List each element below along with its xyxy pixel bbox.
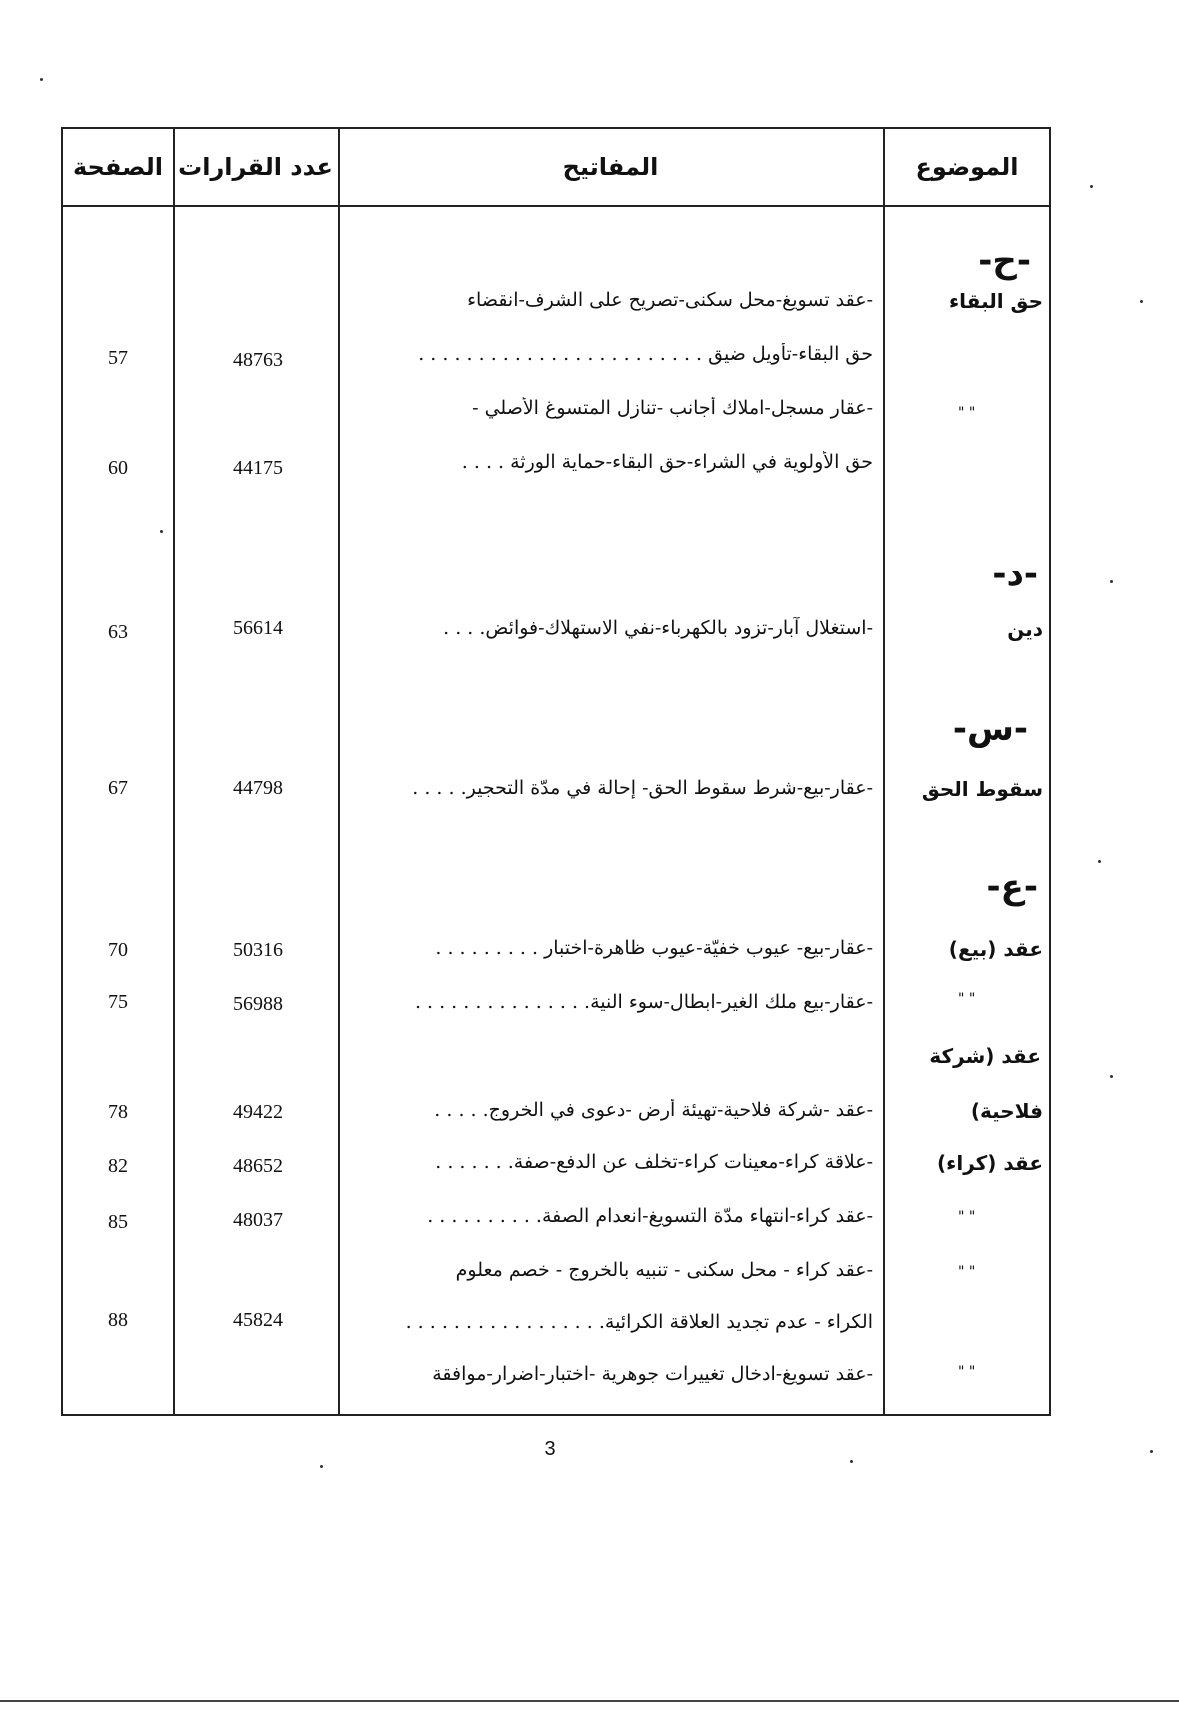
decision-number: 48037 bbox=[233, 1209, 283, 1231]
page-ref: 78 bbox=[108, 1101, 128, 1123]
keywords-line: -عقار-بيع- عيوب خفيّة-عيوب ظاهرة-اختبار . . . . . . . . . bbox=[435, 937, 873, 959]
keywords-line: الكراء - عدم تجديد العلاقة الكرائية. . . . . . . . . . . . . . . . . bbox=[405, 1311, 873, 1333]
subject-dayn: دين bbox=[1007, 617, 1043, 641]
decision-number: 56988 bbox=[233, 993, 283, 1015]
scan-speck bbox=[1090, 185, 1093, 188]
header-subject: الموضوع bbox=[915, 153, 1019, 181]
decision-number: 50316 bbox=[233, 939, 283, 961]
keywords-line: -عقار-بيع-شرط سقوط الحق- إحالة في مدّة التحجير. . . . . bbox=[412, 777, 873, 799]
index-table bbox=[61, 127, 1051, 1416]
subject-aqd-sharika-2: فلاحية) bbox=[970, 1099, 1043, 1123]
page-ref: 63 bbox=[108, 621, 128, 643]
decision-number: 48763 bbox=[233, 349, 283, 371]
subject-aqd-bay: عقد (بيع) bbox=[948, 937, 1043, 961]
section-letter-ha: -ح- bbox=[978, 241, 1031, 281]
header-keywords: المفاتيح bbox=[562, 153, 659, 181]
page-ref: 85 bbox=[108, 1211, 128, 1233]
header-divider bbox=[63, 205, 1049, 207]
scan-speck bbox=[850, 1460, 853, 1463]
scan-speck bbox=[1140, 300, 1143, 303]
keywords-line: -عقد كراء-انتهاء مدّة التسويغ-انعدام الصفة. . . . . . . . . . bbox=[427, 1205, 873, 1227]
scan-speck bbox=[320, 1465, 323, 1468]
keywords-line: -عقد كراء - محل سكنى - تنبيه بالخروج - خصم معلوم bbox=[455, 1259, 873, 1281]
scan-speck bbox=[1150, 1450, 1153, 1453]
decision-number: 48652 bbox=[233, 1155, 283, 1177]
subject-haq-albaqa: حق البقاء bbox=[948, 289, 1043, 313]
section-letter-dal: -د- bbox=[992, 554, 1038, 594]
keywords-line: -عقار-بيع ملك الغير-ابطال-سوء النية. . . . . . . . . . . . . . . bbox=[414, 991, 873, 1013]
scan-edge-line bbox=[0, 1700, 1179, 1702]
decision-number: 44175 bbox=[233, 457, 283, 479]
header-decisions: عدد القرارات bbox=[178, 153, 333, 181]
scan-speck bbox=[1098, 860, 1101, 863]
ditto-mark: " " bbox=[958, 405, 976, 421]
subject-aqd-kira: عقد (كراء) bbox=[936, 1151, 1043, 1175]
column-divider bbox=[883, 129, 885, 1414]
scan-speck bbox=[160, 530, 163, 533]
subject-aqd-sharika-1: عقد (شركة bbox=[929, 1044, 1041, 1068]
ditto-mark: " " bbox=[958, 1264, 976, 1280]
decision-number: 45824 bbox=[233, 1309, 283, 1331]
keywords-line: -علاقة كراء-معينات كراء-تخلف عن الدفع-صفة. . . . . . . bbox=[435, 1151, 873, 1173]
page-ref: 67 bbox=[108, 777, 128, 799]
keywords-line: -عقار مسجل-املاك أجانب -تنازل المتسوغ الأصلي - bbox=[472, 397, 873, 419]
ditto-mark: " " bbox=[958, 991, 976, 1007]
keywords-line: -عقد تسويغ-محل سكنى-تصريح على الشرف-انقضاء bbox=[467, 289, 873, 311]
page-number: 3 bbox=[544, 1438, 556, 1460]
ditto-mark: " " bbox=[958, 1364, 976, 1380]
page-ref: 70 bbox=[108, 939, 128, 961]
page-ref: 57 bbox=[108, 347, 128, 369]
scan-speck bbox=[1110, 580, 1113, 583]
scan-speck bbox=[40, 78, 43, 81]
section-letter-ain: -ع- bbox=[986, 867, 1038, 907]
page-ref: 60 bbox=[108, 457, 128, 479]
keywords-line: -استغلال آبار-تزود بالكهرباء-نفي الاستهلاك-فوائض. . . . bbox=[443, 617, 873, 639]
section-letter-sin: -س- bbox=[952, 709, 1028, 749]
keywords-line: حق البقاء-تأويل ضيق . . . . . . . . . . . . . . . . . . . . . . . . bbox=[418, 343, 873, 365]
page-ref: 82 bbox=[108, 1155, 128, 1177]
keywords-line: حق الأولوية في الشراء-حق البقاء-حماية الورثة . . . . bbox=[461, 451, 873, 473]
subject-suqut: سقوط الحق bbox=[921, 777, 1043, 801]
header-page: الصفحة bbox=[73, 153, 164, 181]
decision-number: 56614 bbox=[233, 617, 283, 639]
page-ref: 88 bbox=[108, 1309, 128, 1331]
decision-number: 49422 bbox=[233, 1101, 283, 1123]
scan-speck bbox=[1110, 1075, 1113, 1078]
keywords-line: -عقد -شركة فلاحية-تهيئة أرض -دعوى في الخروج. . . . . bbox=[434, 1099, 873, 1121]
column-divider bbox=[173, 129, 175, 1414]
decision-number: 44798 bbox=[233, 777, 283, 799]
keywords-line: -عقد تسويغ-ادخال تغييرات جوهرية -اختبار-اضرار-موافقة bbox=[432, 1363, 873, 1385]
column-divider bbox=[338, 129, 340, 1414]
page-ref: 75 bbox=[108, 991, 128, 1013]
ditto-mark: " " bbox=[958, 1209, 976, 1225]
